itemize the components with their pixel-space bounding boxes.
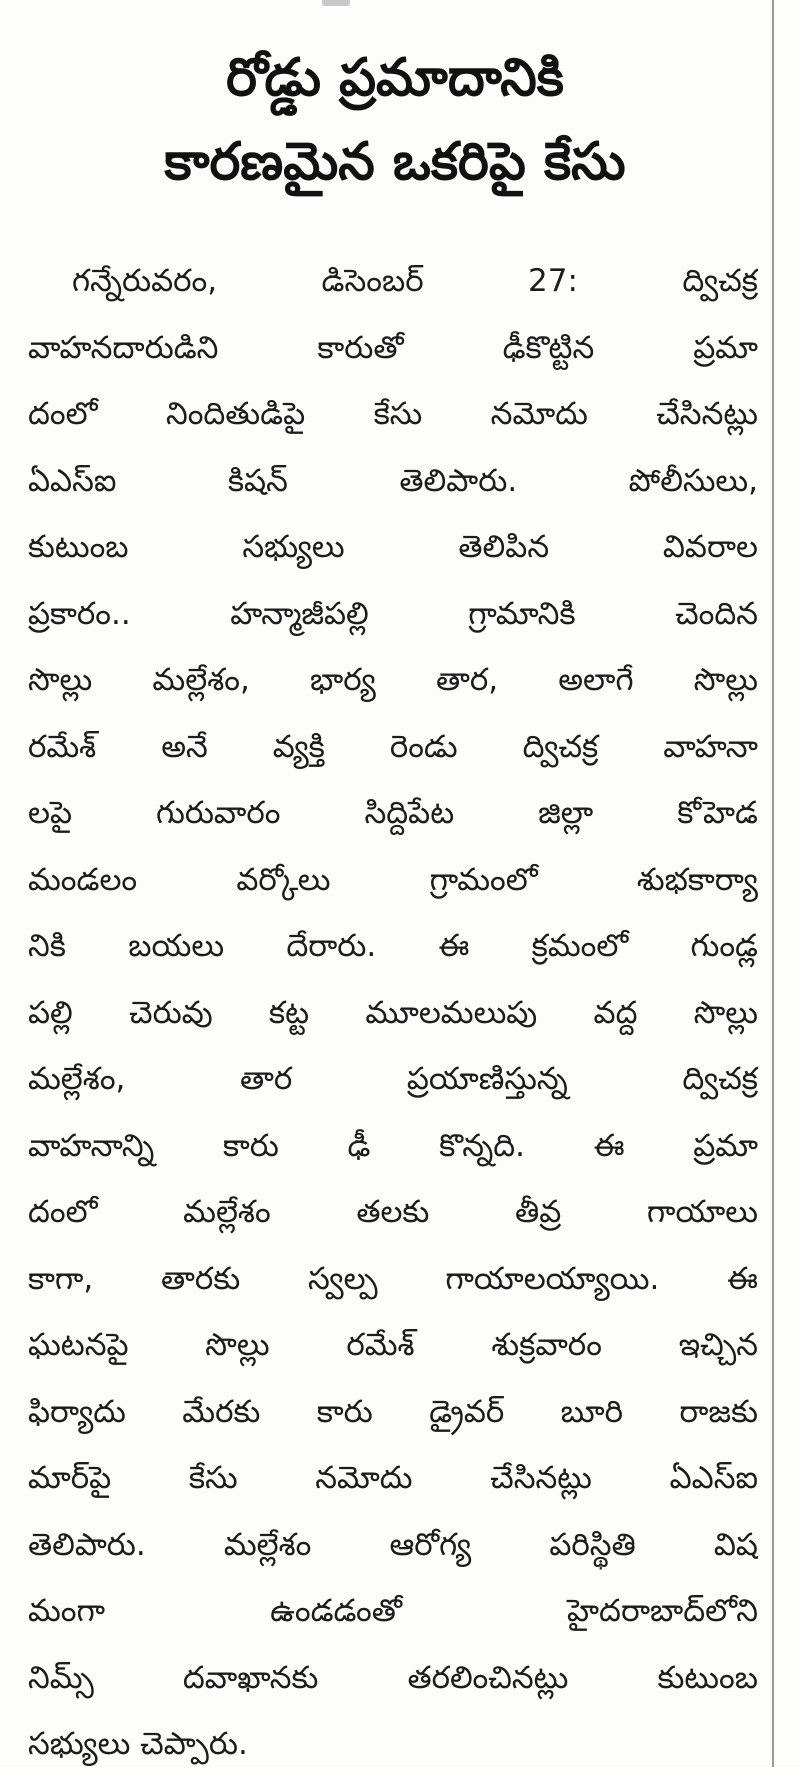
article-body <box>28 248 758 1778</box>
body-line: సొల్లు మల్లేశం, భార్య తార, అలాగే సొల్లు <box>28 662 758 698</box>
headline-line-1: రోడ్డు ప్రమాదానికి <box>226 48 564 108</box>
body-line: ఘటనపై సొల్లు రమేశ్ శుక్రవారం ఇచ్చిన <box>28 1327 758 1363</box>
body-line: మండలం వర్కోలు గ్రామంలో శుభకార్యా <box>28 861 758 898</box>
headline-line-2: కారణమైన ఒకరిపై కేసు <box>164 132 626 192</box>
body-line: వాహనదారుడిని కారుతో ఢీకొట్టిన ప్రమా <box>28 329 758 366</box>
body-line: లపై గురువారం సిద్దిపేట జిల్లా కోహెడ <box>28 795 758 831</box>
body-line: దంలో నిందితుడిపై కేసు నమోదు చేసినట్లు <box>28 396 758 432</box>
body-line: రమేశ్ అనే వ్యక్తి రెండు ద్విచక్ర వాహనా <box>28 728 758 765</box>
body-line: గన్నేరువరం, డిసెంబర్ 27: ద్విచక్ర <box>72 263 758 299</box>
body-line: ఫిర్యాదు మేరకు కారు డ్రైవర్ బూరి రాజకు <box>28 1393 758 1430</box>
body-line: ప్రకారం.. హన్మాజీపల్లి గ్రామానికి చెందిన <box>28 595 758 632</box>
body-line: మల్లేశం, తార ప్రయాణిస్తున్న ద్విచక్ర <box>28 1061 758 1097</box>
body-line: కుటుంబ సభ్యులు తెలిపిన వివరాల <box>28 529 758 565</box>
body-line: కాగా, తారకు స్వల్ప గాయాలయ్యాయి. ఈ <box>28 1260 758 1297</box>
body-line: నిమ్స్ దవాఖానకు తరలించినట్లు కుటుంబ <box>28 1659 758 1696</box>
article-headline <box>30 36 760 204</box>
body-line: పల్లి చెరువు కట్ట మూలమలుపు వద్ద సొల్లు <box>28 994 758 1031</box>
body-line: మార్‌పై కేసు నమోదు చేసినట్లు ఏఎస్ఐ <box>28 1460 758 1496</box>
column-divider-rule <box>772 0 774 1767</box>
body-line: దంలో మల్లేశం తలకు తీవ్ర గాయాలు <box>28 1194 758 1230</box>
clipping-top-mark <box>322 0 350 6</box>
body-line: మంగా ఉండడంతో హైదరాబాద్‌లోని <box>28 1593 758 1629</box>
body-line: సభ్యులు చెప్పారు. <box>28 1726 248 1762</box>
body-line: వాహనాన్ని కారు ఢీ కొన్నది. ఈ ప్రమా <box>28 1127 758 1164</box>
body-line: తెలిపారు. మల్లేశం ఆరోగ్య పరిస్థితి విష <box>28 1526 758 1563</box>
body-line: నికి బయలు దేరారు. ఈ క్రమంలో గుండ్ల <box>28 928 758 964</box>
body-line: ఏఎస్ఐ కిషన్ తెలిపారు. పోలీసులు, <box>28 462 758 499</box>
